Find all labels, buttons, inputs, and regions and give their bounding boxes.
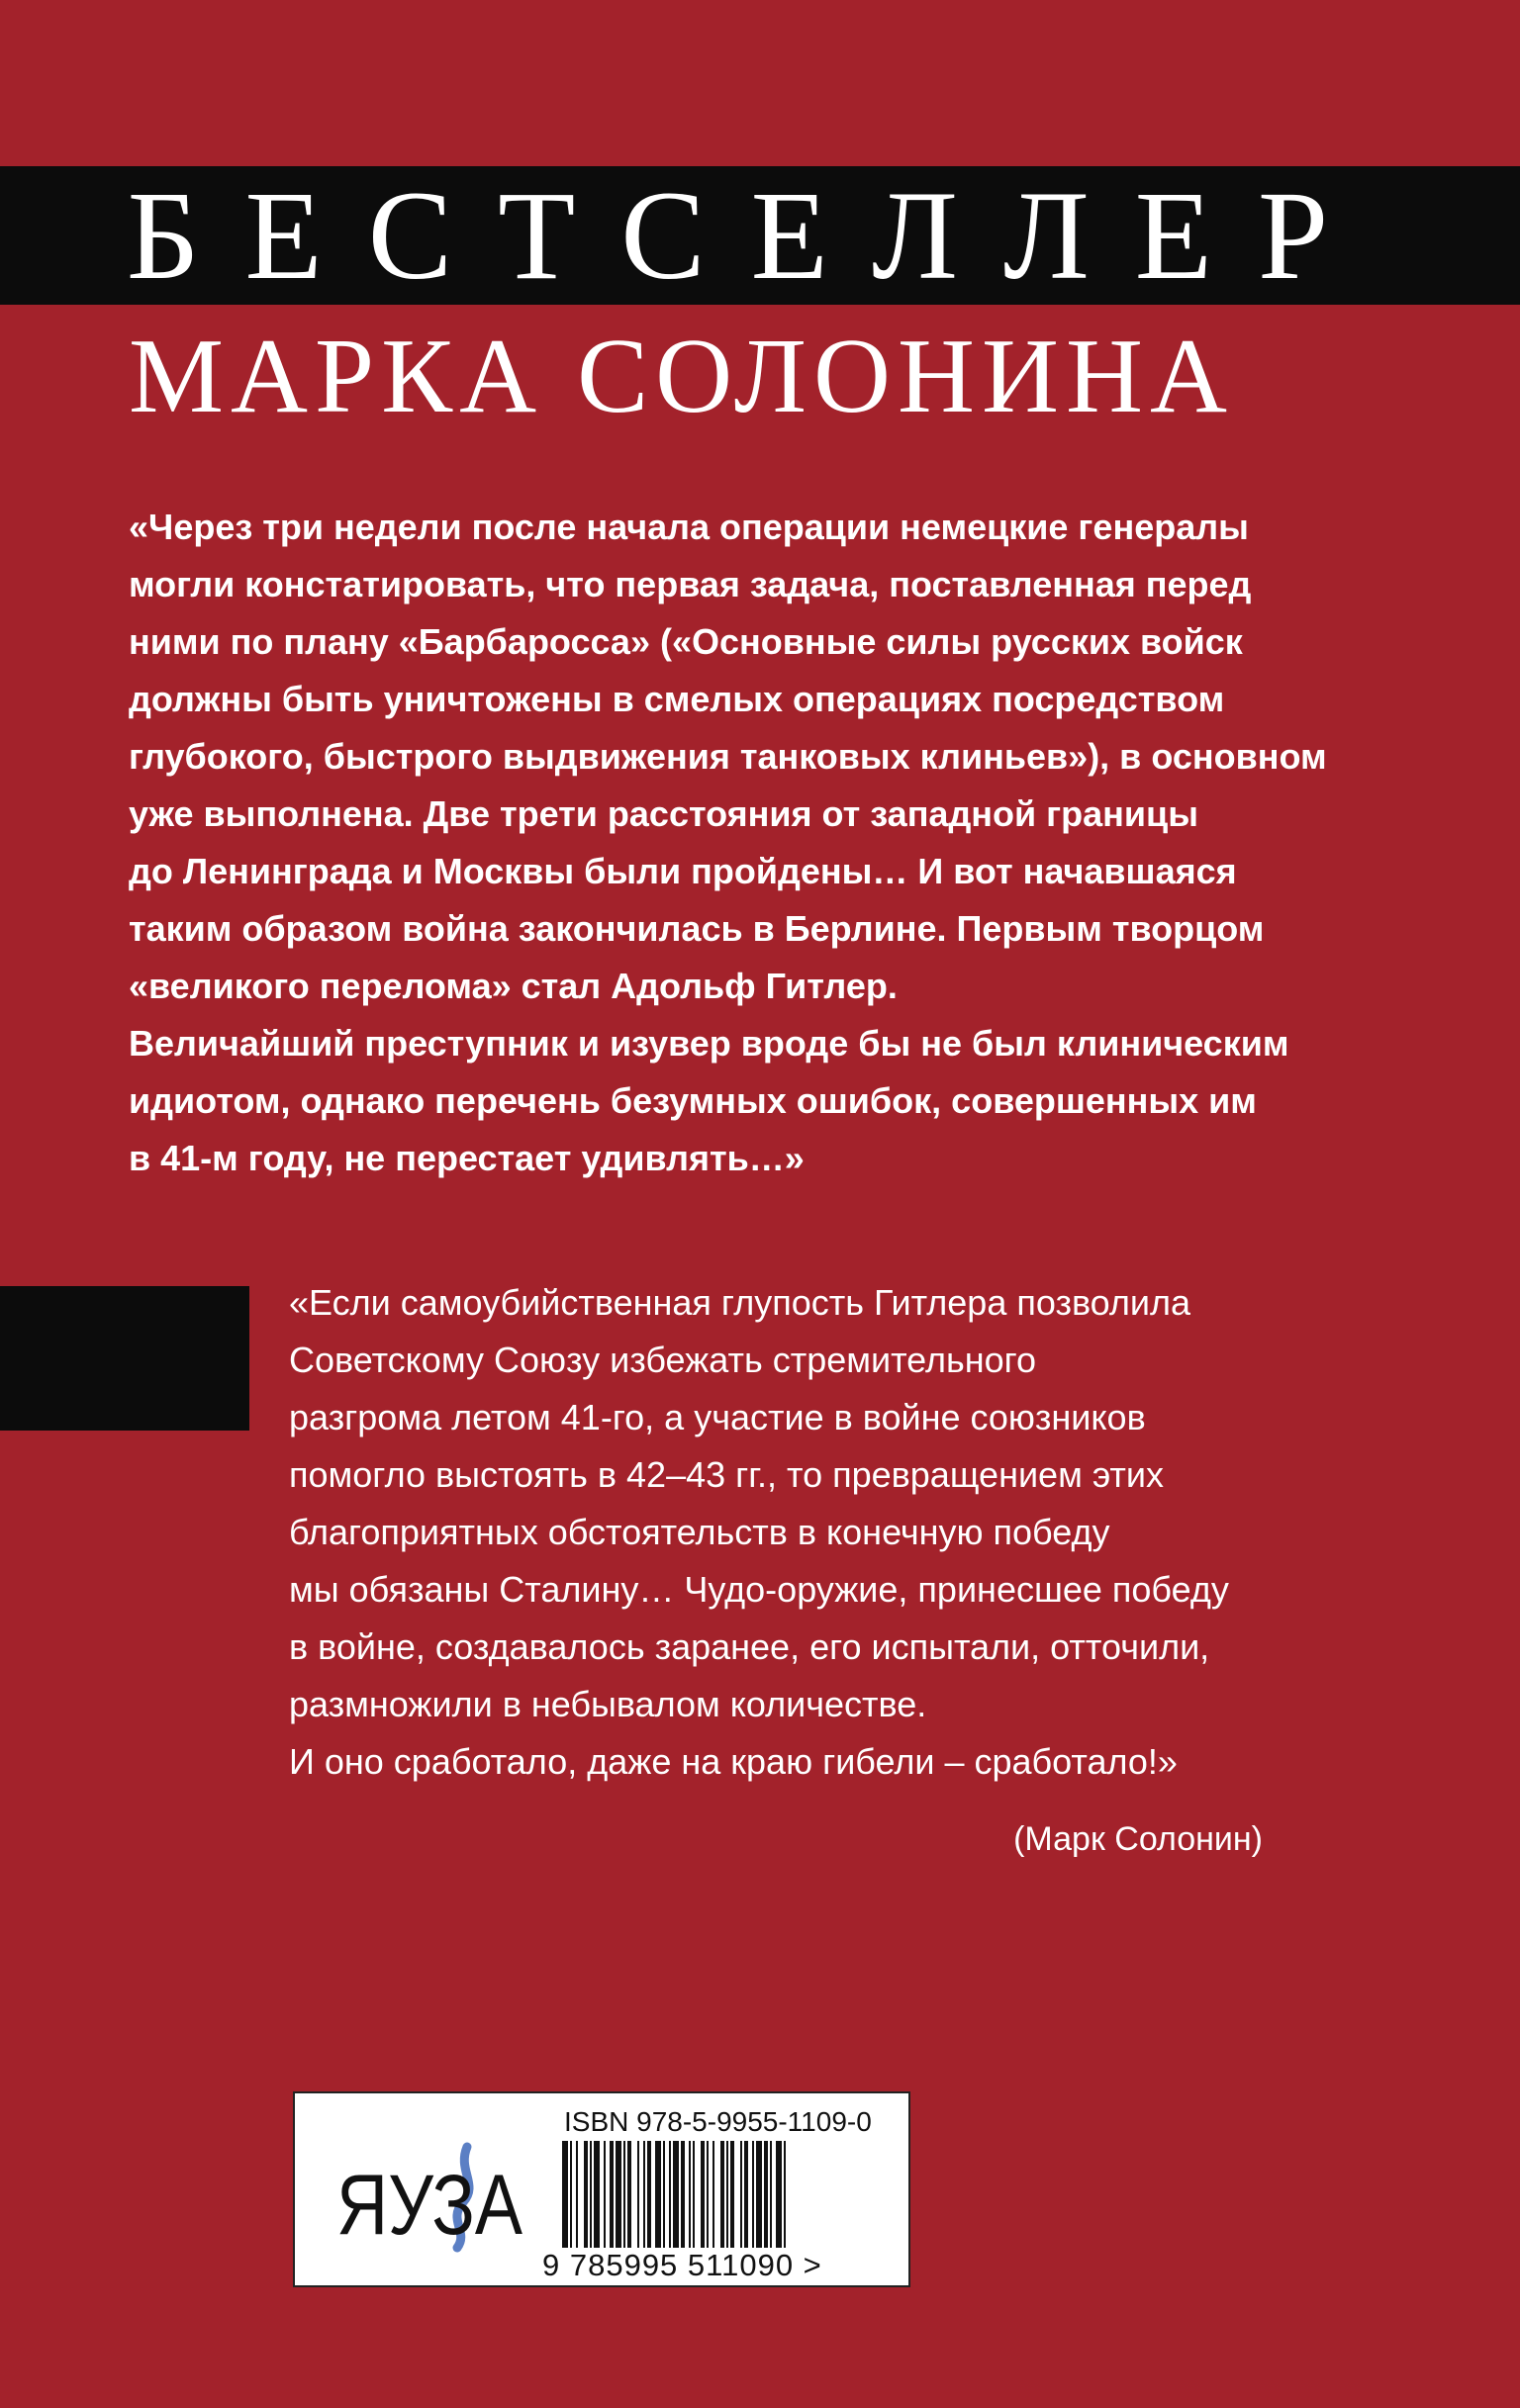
main-quote-line: таким образом война закончилась в Берлине. Первым творцом	[129, 908, 1265, 949]
main-quote-line: должны быть уничтожены в смелых операциях посредством	[129, 679, 1225, 719]
author-quote-line: размножили в небывалом количестве.	[289, 1684, 927, 1724]
barcode-bar	[712, 2141, 714, 2248]
barcode-bar	[576, 2141, 578, 2248]
barcode-bar	[720, 2141, 724, 2248]
main-quote-line: глубокого, быстрого выдвижения танковых клиньев»), в основном	[129, 736, 1327, 777]
barcode-bar	[647, 2141, 651, 2248]
barcode-bar	[730, 2141, 734, 2248]
author-quote-line: мы обязаны Сталину… Чудо-оружие, принесшее победу	[289, 1569, 1229, 1610]
barcode-box	[293, 2091, 910, 2287]
main-quote-line: Величайший преступник и изувер вроде бы не был клиническим	[129, 1023, 1289, 1064]
main-quote-line: уже выполнена. Две трети расстояния от западной границы	[129, 793, 1198, 834]
barcode-bar	[693, 2141, 695, 2248]
barcode-icon	[560, 2141, 857, 2248]
main-quote	[129, 499, 1415, 1187]
barcode-bar	[655, 2141, 661, 2248]
quote-attribution: (Марк Солонин)	[1013, 1820, 1263, 1858]
barcode-bar	[643, 2141, 645, 2248]
barcode-bar	[663, 2141, 665, 2248]
barcode-bar	[776, 2141, 782, 2248]
author-quote-line: разгрома летом 41-го, а участие в войне союзников	[289, 1397, 1146, 1437]
main-quote-line: до Ленинграда и Москвы были пройдены… И вот начавшаяся	[129, 851, 1237, 891]
author-quote-line: «Если самоубийственная глупость Гитлера позволила	[289, 1282, 1191, 1323]
side-black-block	[0, 1286, 249, 1431]
barcode-bar	[590, 2141, 592, 2248]
barcode-bar	[740, 2141, 742, 2248]
main-quote-line: в 41-м году, не перестает удивлять…»	[129, 1138, 805, 1178]
barcode-bar	[673, 2141, 679, 2248]
barcode-bar	[669, 2141, 671, 2248]
barcode-bar	[623, 2141, 625, 2248]
publisher-logo-text: ЯУЗА	[336, 2158, 523, 2253]
barcode-bar	[756, 2141, 762, 2248]
barcode-bar	[627, 2141, 631, 2248]
barcode-bar	[689, 2141, 691, 2248]
publisher-logo	[331, 2141, 528, 2253]
author-quote-line: И оно сработало, даже на краю гибели – сработало!»	[289, 1741, 1178, 1782]
author-quote-line: помогло выстоять в 42–43 гг., то превращением этих	[289, 1454, 1165, 1495]
barcode-bar	[784, 2141, 786, 2248]
barcode-bar	[616, 2141, 621, 2248]
main-quote-line: могли констатировать, что первая задача, поставленная перед	[129, 564, 1252, 604]
barcode-bar	[752, 2141, 754, 2248]
author-quote-line: благоприятных обстоятельств в конечную победу	[289, 1512, 1110, 1552]
barcode-bar	[726, 2141, 728, 2248]
barcode-bar	[707, 2141, 709, 2248]
barcode-bar	[584, 2141, 588, 2248]
barcode-bar	[604, 2141, 606, 2248]
barcode-bar	[764, 2141, 768, 2248]
author-quote	[289, 1274, 1476, 1791]
title-bestseller: БЕСТСЕЛЛЕР	[127, 165, 1375, 306]
author-quote-line: в войне, создавалось заранее, его испытали, отточили,	[289, 1626, 1210, 1667]
barcode-bar	[570, 2141, 572, 2248]
barcode-bar	[770, 2141, 772, 2248]
barcode-bar	[701, 2141, 705, 2248]
main-quote-line: «Через три недели после начала операции немецкие генералы	[129, 507, 1249, 547]
title-author: МАРКА СОЛОНИНА	[129, 318, 1234, 435]
barcode-bar	[562, 2141, 568, 2248]
barcode-bar	[681, 2141, 685, 2248]
main-quote-line: идиотом, однако перечень безумных ошибок, совершенных им	[129, 1080, 1257, 1121]
barcode-bar	[594, 2141, 600, 2248]
barcode-digits: 9 785995 511090 >	[542, 2248, 822, 2282]
main-quote-line: «великого перелома» стал Адольф Гитлер.	[129, 966, 898, 1006]
barcode-bar	[610, 2141, 614, 2248]
main-quote-line: ними по плану «Барбаросса» («Основные силы русских войск	[129, 621, 1243, 662]
barcode-bar	[744, 2141, 748, 2248]
author-quote-line: Советскому Союзу избежать стремительного	[289, 1340, 1037, 1380]
barcode-bar	[637, 2141, 639, 2248]
isbn-number: ISBN 978-5-9955-1109-0	[564, 2106, 872, 2137]
